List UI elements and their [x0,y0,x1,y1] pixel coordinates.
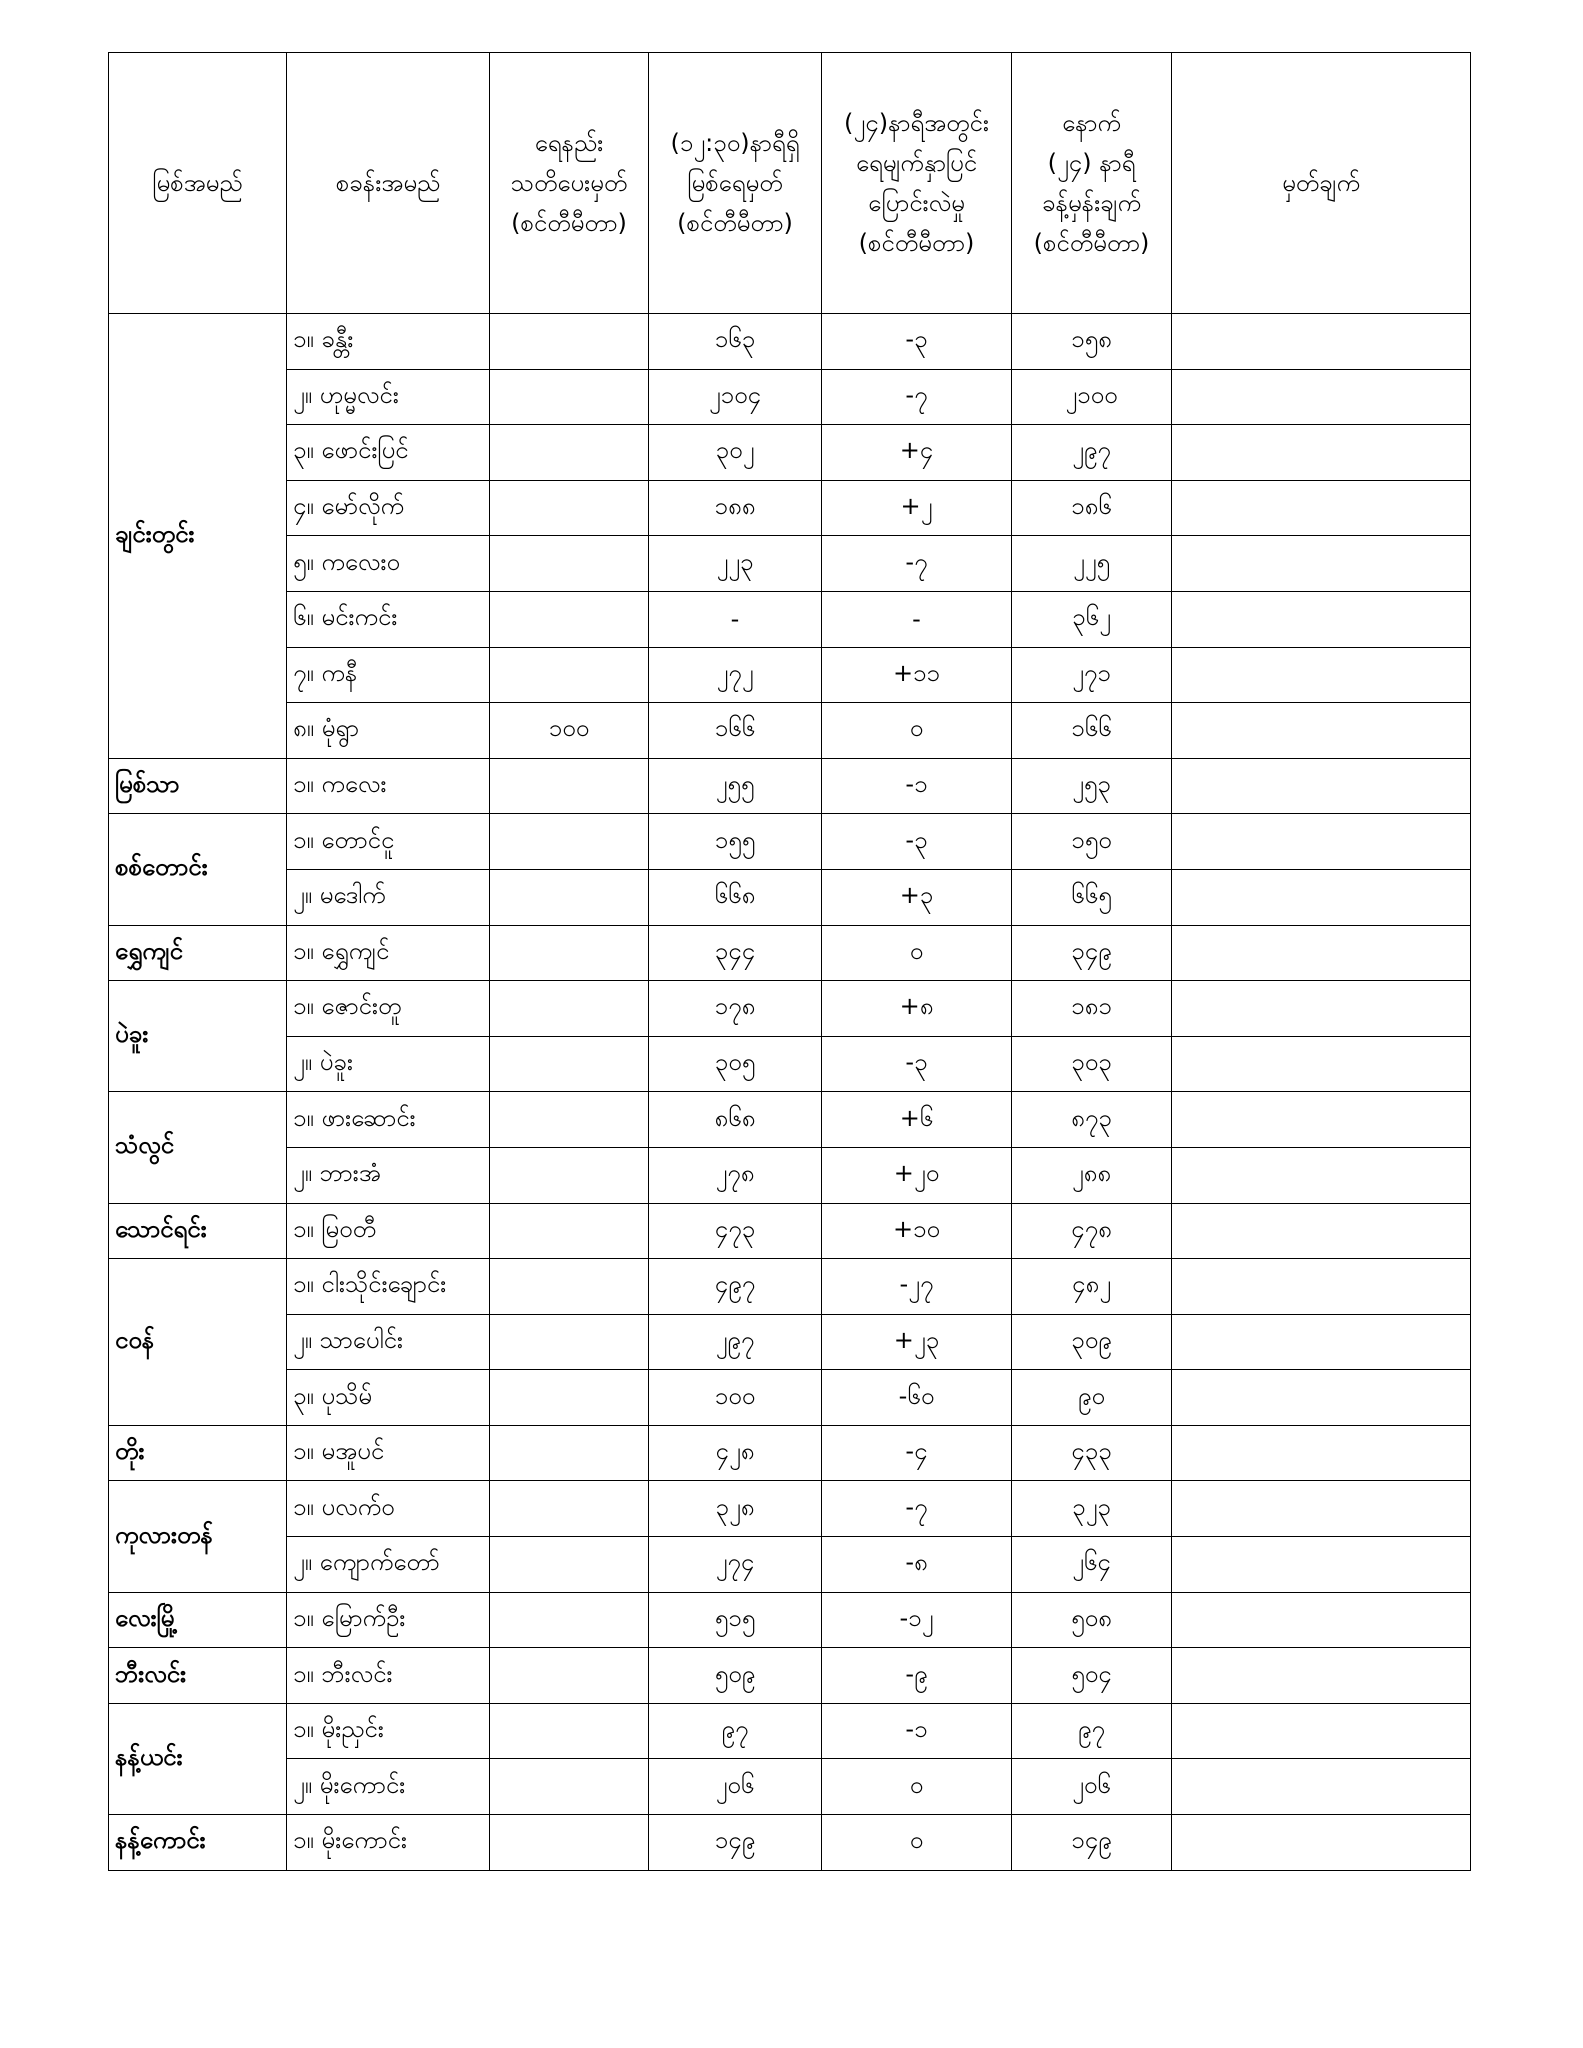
table-row [109,1092,1471,1148]
station-name: ၁။ ပလက်ဝ [287,1481,490,1537]
level-change: -၈ [822,1537,1012,1593]
station-name: ၆။ မင်းကင်း [287,591,490,647]
remark [1172,925,1471,981]
level-change: -၇ [822,1481,1012,1537]
station-name: ၁။ ငါးသိုင်းချောင်း [287,1259,490,1315]
remark [1172,869,1471,925]
forecast-level: ၂၇၁ [1012,647,1172,703]
header-station-name: စခန်းအမည် [287,53,490,314]
warning-level [490,1759,649,1815]
station-name: ၁။ မိုးကောင်း [287,1815,490,1871]
water-level: ၂၉၇ [649,1314,822,1370]
station-name: ၁။ မြောက်ဦး [287,1592,490,1648]
water-level: ၂၇၄ [649,1537,822,1593]
table-row [109,1425,1471,1481]
water-level: ၅၀၉ [649,1648,822,1704]
remark [1172,1370,1471,1426]
station-name: ၁။ ဖားဆောင်း [287,1092,490,1148]
remark [1172,1147,1471,1203]
remark [1172,703,1471,759]
remark [1172,647,1471,703]
water-level: ၈၆၈ [649,1092,822,1148]
forecast-level: ၉၇ [1012,1703,1172,1759]
warning-level [490,1259,649,1315]
table-row [109,591,1471,647]
header-current-water-level: (၁၂:၃၀)နာရီရှိ မြစ်ရေမှတ် (စင်တီမီတာ) [649,53,822,314]
warning-level [490,1648,649,1704]
level-change: +၂၃ [822,1314,1012,1370]
warning-level [490,869,649,925]
warning-level [490,814,649,870]
water-level: ၉၇ [649,1703,822,1759]
level-change: ၀ [822,703,1012,759]
water-level: ၄၂၈ [649,1425,822,1481]
warning-level [490,925,649,981]
forecast-level: ၃၄၉ [1012,925,1172,981]
warning-level [490,536,649,592]
warning-level [490,1147,649,1203]
river-name: သောင်ရင်း [109,1203,287,1259]
table-row [109,1259,1471,1315]
remark [1172,314,1471,370]
table-row [109,925,1471,981]
header-remarks: မှတ်ချက် [1172,53,1471,314]
station-name: ၁။ ဘီးလင်း [287,1648,490,1704]
warning-level [490,1370,649,1426]
table-row [109,369,1471,425]
warning-level [490,1314,649,1370]
table-row [109,1815,1471,1871]
level-change: ၀ [822,925,1012,981]
water-level: ၂၁၀၄ [649,369,822,425]
water-level: ၂၇၈ [649,1147,822,1203]
level-change: -၉ [822,1648,1012,1704]
remark [1172,758,1471,814]
water-level: ၃၀၂ [649,425,822,481]
table-row [109,314,1471,370]
remark [1172,536,1471,592]
water-level: ၂၂၃ [649,536,822,592]
remark [1172,1036,1471,1092]
level-change: -၃ [822,314,1012,370]
table-row [109,647,1471,703]
water-level: ၂၅၅ [649,758,822,814]
river-name: ဘီးလင်း [109,1648,287,1704]
water-level: - [649,591,822,647]
station-name: ၂။ သာပေါင်း [287,1314,490,1370]
table-row [109,814,1471,870]
river-name: စစ်တောင်း [109,814,287,925]
table-row [109,981,1471,1037]
water-level: ၆၆၈ [649,869,822,925]
remark [1172,1759,1471,1815]
water-level: ၁၈၈ [649,480,822,536]
table-row [109,1203,1471,1259]
warning-level [490,1425,649,1481]
table-row [109,1703,1471,1759]
warning-level [490,647,649,703]
forecast-level: ၁၈၁ [1012,981,1172,1037]
remark [1172,1703,1471,1759]
remark [1172,1537,1471,1593]
station-name: ၁။ ကလေး [287,758,490,814]
river-name: ရွှေကျင် [109,925,287,981]
table-row [109,1370,1471,1426]
water-level: ၁၀၀ [649,1370,822,1426]
forecast-level: ၈၇၃ [1012,1092,1172,1148]
forecast-level: ၃၂၃ [1012,1481,1172,1537]
river-name: ကုလားတန် [109,1481,287,1592]
level-change: -၇ [822,536,1012,592]
forecast-level: ၂၀၆ [1012,1759,1172,1815]
water-level: ၁၅၅ [649,814,822,870]
remark [1172,480,1471,536]
level-change: +၃ [822,869,1012,925]
river-name: ချင်းတွင်း [109,314,287,759]
river-name: တိုး [109,1425,287,1481]
level-change: +၄ [822,425,1012,481]
warning-level [490,314,649,370]
river-name: လေးမြို့ [109,1592,287,1648]
station-name: ၂။ မိုးကောင်း [287,1759,490,1815]
level-change: -၆၀ [822,1370,1012,1426]
forecast-level: ၅၀၈ [1012,1592,1172,1648]
warning-level [490,758,649,814]
river-name: သံလွင် [109,1092,287,1203]
level-change: -၁ [822,1703,1012,1759]
river-name: မြစ်သာ [109,758,287,814]
forecast-level: ၄၈၂ [1012,1259,1172,1315]
station-name: ၂။ ဟုမ္မလင်း [287,369,490,425]
remark [1172,814,1471,870]
river-level-table [108,52,1471,1871]
forecast-level: ၅၀၄ [1012,1648,1172,1704]
water-level: ၁၇၈ [649,981,822,1037]
remark [1172,1592,1471,1648]
water-level: ၂၇၂ [649,647,822,703]
level-change: - [822,591,1012,647]
level-change: ၀ [822,1759,1012,1815]
forecast-level: ၂၂၅ [1012,536,1172,592]
remark [1172,1648,1471,1704]
warning-level [490,425,649,481]
forecast-level: ၁၄၉ [1012,1815,1172,1871]
table-row [109,1648,1471,1704]
forecast-level: ၃၆၂ [1012,591,1172,647]
table-row [109,1592,1471,1648]
station-name: ၅။ ကလေးဝ [287,536,490,592]
warning-level [490,1036,649,1092]
warning-level [490,1537,649,1593]
remark [1172,1259,1471,1315]
level-change: -၃ [822,1036,1012,1092]
remark [1172,425,1471,481]
remark [1172,591,1471,647]
level-change: -၂၇ [822,1259,1012,1315]
station-name: ၁။ ဇောင်းတူ [287,981,490,1037]
forecast-level: ၄၇၈ [1012,1203,1172,1259]
level-change: +၈ [822,981,1012,1037]
warning-level [490,1481,649,1537]
warning-level: ၁၀၀ [490,703,649,759]
forecast-level: ၆၆၅ [1012,869,1172,925]
forecast-level: ၁၅၈ [1012,314,1172,370]
header-river-name: မြစ်အမည် [109,53,287,314]
table-row [109,1147,1471,1203]
header-row [109,53,1471,314]
warning-level [490,1815,649,1871]
remark [1172,369,1471,425]
station-name: ၁။ ရွှေကျင် [287,925,490,981]
level-change: -၃ [822,814,1012,870]
station-name: ၂။ ဘားအံ [287,1147,490,1203]
table-row [109,1759,1471,1815]
remark [1172,1203,1471,1259]
header-low-warning-level: ရေနည်း သတိပေးမှတ် (စင်တီမီတာ) [490,53,649,314]
forecast-level: ၃၀၃ [1012,1036,1172,1092]
header-24h-change: (၂၄)နာရီအတွင်း ရေမျက်နှာပြင် ပြောင်းလဲမှု (စင်တီမီတာ) [822,53,1012,314]
remark [1172,1815,1471,1871]
forecast-level: ၄၃၃ [1012,1425,1172,1481]
level-change: ၀ [822,1815,1012,1871]
warning-level [490,1703,649,1759]
warning-level [490,1092,649,1148]
remark [1172,1092,1471,1148]
level-change: +၂ [822,480,1012,536]
level-change: +၁၁ [822,647,1012,703]
table-row [109,480,1471,536]
remark [1172,1481,1471,1537]
forecast-level: ၃၀၉ [1012,1314,1172,1370]
table-row [109,1537,1471,1593]
level-change: +၆ [822,1092,1012,1148]
forecast-level: ၁၆၆ [1012,703,1172,759]
water-level: ၄၉၇ [649,1259,822,1315]
station-name: ၁။ မိုးညှင်း [287,1703,490,1759]
station-name: ၂။ ကျောက်တော် [287,1537,490,1593]
table-row [109,758,1471,814]
forecast-level: ၂၈၈ [1012,1147,1172,1203]
warning-level [490,1592,649,1648]
water-level: ၅၁၅ [649,1592,822,1648]
forecast-level: ၁၈၆ [1012,480,1172,536]
forecast-level: ၂၆၄ [1012,1537,1172,1593]
river-name: နန့်ယင်း [109,1703,287,1814]
table-row [109,425,1471,481]
water-level: ၁၆၃ [649,314,822,370]
level-change: +၂၀ [822,1147,1012,1203]
forecast-level: ၂၉၇ [1012,425,1172,481]
river-name: ပဲခူး [109,981,287,1092]
table-row [109,869,1471,925]
warning-level [490,480,649,536]
warning-level [490,369,649,425]
table-row [109,536,1471,592]
water-level: ၃၄၄ [649,925,822,981]
level-change: -၁၂ [822,1592,1012,1648]
water-level: ၂၀၆ [649,1759,822,1815]
level-change: +၁၀ [822,1203,1012,1259]
remark [1172,1425,1471,1481]
table-row [109,703,1471,759]
station-name: ၁။ ခန္တီး [287,314,490,370]
level-change: -၇ [822,369,1012,425]
water-level: ၁၄၉ [649,1815,822,1871]
table-row [109,1481,1471,1537]
water-level: ၄၇၃ [649,1203,822,1259]
header-24h-forecast: နောက် (၂၄) နာရီ ခန့်မှန်းချက် (စင်တီမီတာ) [1012,53,1172,314]
remark [1172,1314,1471,1370]
station-name: ၁။ မြဝတီ [287,1203,490,1259]
table-row [109,1036,1471,1092]
river-name: နန့်ကောင်း [109,1815,287,1871]
station-name: ၈။ မုံရွာ [287,703,490,759]
warning-level [490,1203,649,1259]
water-level: ၁၆၆ [649,703,822,759]
station-name: ၁။ မအူပင် [287,1425,490,1481]
water-level: ၃၂၈ [649,1481,822,1537]
remark [1172,981,1471,1037]
warning-level [490,981,649,1037]
table-row [109,1314,1471,1370]
station-name: ၁။ တောင်ငူ [287,814,490,870]
forecast-level: ၉၀ [1012,1370,1172,1426]
warning-level [490,591,649,647]
forecast-level: ၁၅၀ [1012,814,1172,870]
water-level: ၃၀၅ [649,1036,822,1092]
table-header [109,53,1471,314]
station-name: ၂။ မဒေါက် [287,869,490,925]
station-name: ၂။ ပဲခူး [287,1036,490,1092]
level-change: -၁ [822,758,1012,814]
station-name: ၃။ ပုသိမ် [287,1370,490,1426]
station-name: ၃။ ဖောင်းပြင် [287,425,490,481]
forecast-level: ၂၅၃ [1012,758,1172,814]
table-body [109,314,1471,1871]
station-name: ၄။ မော်လိုက် [287,480,490,536]
level-change: -၄ [822,1425,1012,1481]
station-name: ၇။ ကနီ [287,647,490,703]
river-name: ငဝန် [109,1259,287,1426]
forecast-level: ၂၁၀၀ [1012,369,1172,425]
